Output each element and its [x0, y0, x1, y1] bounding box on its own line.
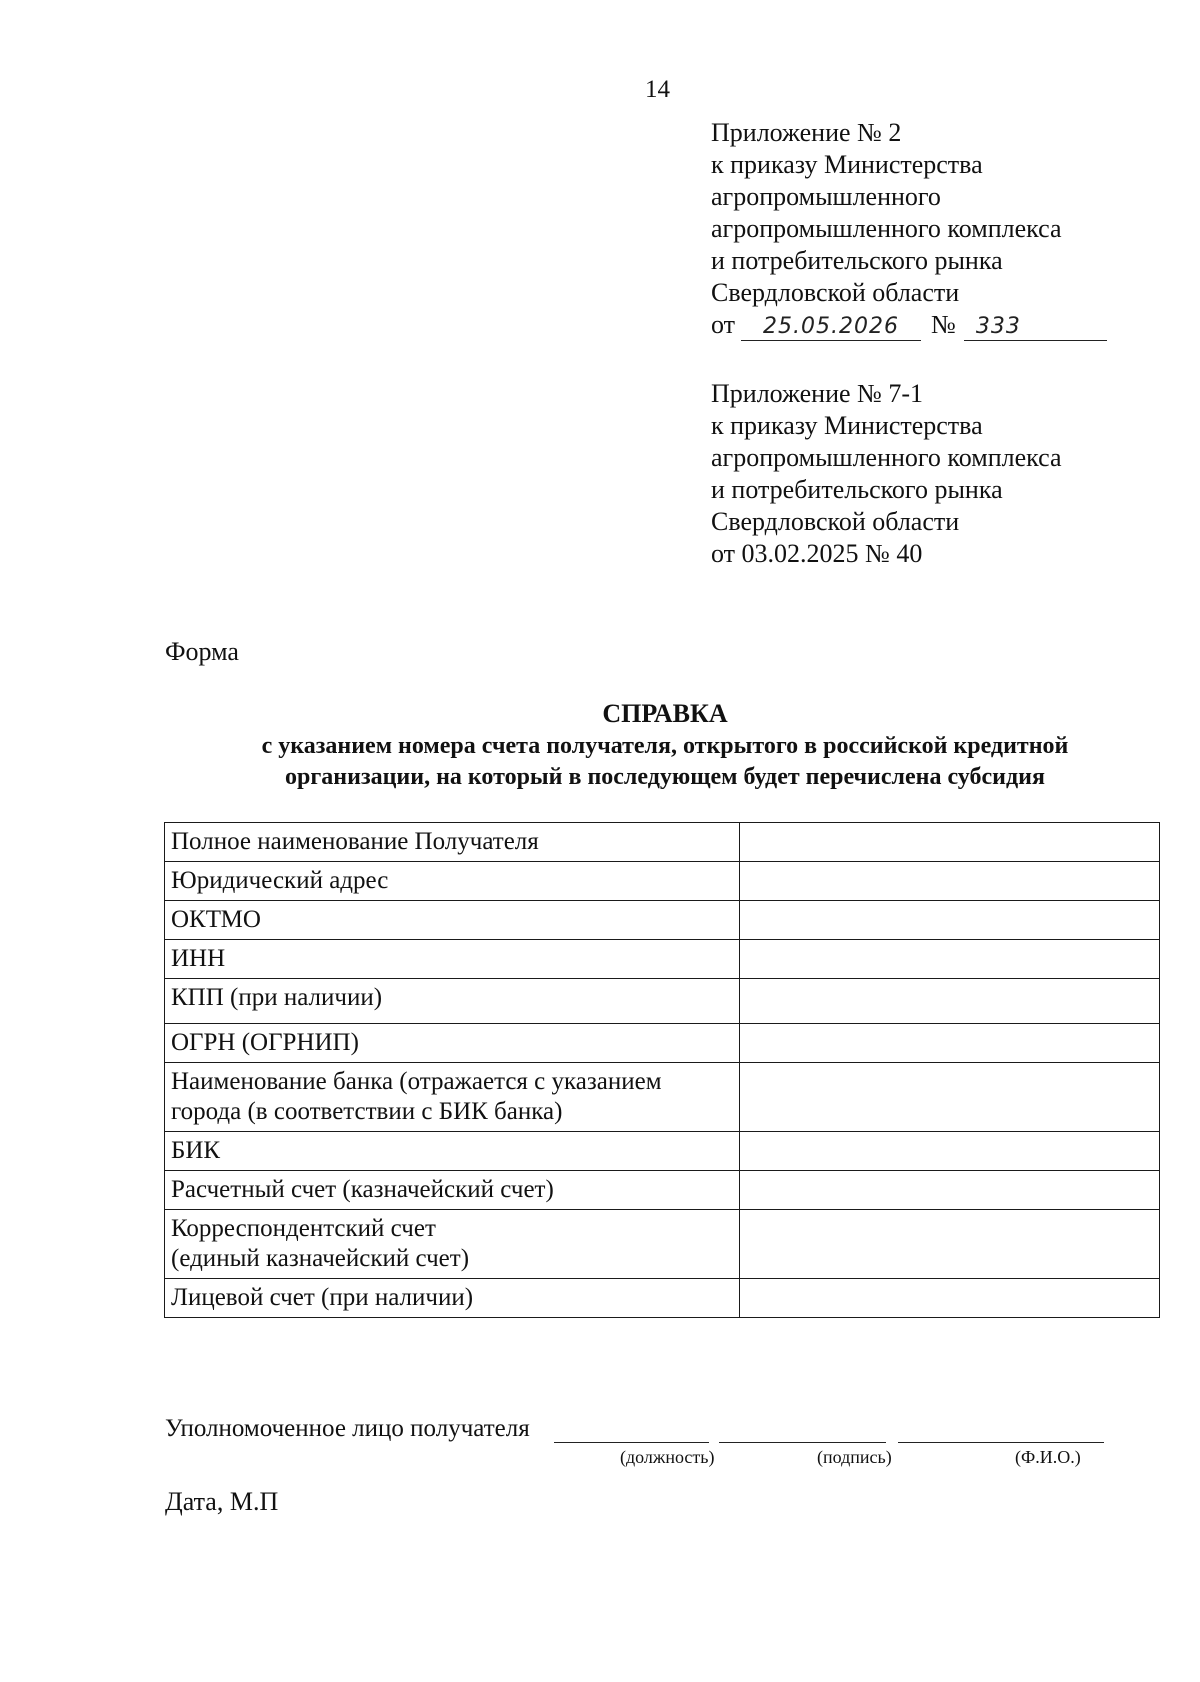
- signature-captions: [165, 1443, 1165, 1469]
- title-subtitle-line: организации, на который в последующем будет перечислена субсидия: [285, 764, 1045, 790]
- row-label-text: КПП (при наличии): [171, 984, 383, 1011]
- row-label: [165, 823, 740, 862]
- name-line[interactable]: [898, 1412, 1104, 1443]
- row-value-cell[interactable]: [740, 901, 1160, 940]
- document-title: [165, 697, 1165, 793]
- row-value-cell[interactable]: [740, 1279, 1160, 1318]
- handwritten-number: 333: [964, 314, 1107, 341]
- row-label-text: ОКТМО: [171, 906, 261, 933]
- row-value-cell[interactable]: [740, 1171, 1160, 1210]
- appendix-line: Приложение № 7-1: [711, 379, 924, 408]
- table-row: [165, 1132, 1160, 1171]
- appendix-referenced-header: [711, 378, 1062, 570]
- row-value-cell[interactable]: [740, 1024, 1160, 1063]
- appendix-line: агропромышленного комплекса: [711, 443, 1062, 472]
- row-label-text: Лицевой счет (при наличии): [171, 1284, 474, 1311]
- row-label: [165, 1132, 740, 1171]
- appendix-date-line: [711, 309, 1107, 341]
- title-main: СПРАВКА: [602, 699, 728, 728]
- row-label-text: Расчетный счет (казначейский счет): [171, 1176, 554, 1203]
- row-label-text: ИНН: [171, 945, 226, 972]
- signature-line[interactable]: [719, 1412, 886, 1443]
- table-row: [165, 1024, 1160, 1063]
- row-label: [165, 901, 740, 940]
- appendix-line: от 03.02.2025 № 40: [711, 539, 923, 568]
- date-stamp-label: Дата, М.П: [165, 1487, 279, 1516]
- row-label-text: Наименование банка (отражается с указанием: [171, 1068, 662, 1095]
- row-label: [165, 1279, 740, 1318]
- row-label: [165, 1210, 740, 1279]
- row-label: [165, 940, 740, 979]
- row-value-cell[interactable]: [740, 1210, 1160, 1279]
- table-row: [165, 940, 1160, 979]
- table-row: [165, 979, 1160, 1024]
- row-label-text: Корреспондентский счет: [171, 1215, 436, 1242]
- appendix-line: к приказу Министерства: [711, 411, 983, 440]
- row-value-cell[interactable]: [740, 979, 1160, 1024]
- appendix-line: агропромышленного комплекса: [711, 214, 1062, 243]
- caption-position: (должность): [620, 1447, 715, 1467]
- row-label-text: БИК: [171, 1137, 221, 1164]
- row-value-cell[interactable]: [740, 1063, 1160, 1132]
- row-label: [165, 979, 740, 1024]
- appendix-line: агропромышленного: [711, 182, 941, 211]
- appendix-line: Свердловской области: [711, 507, 960, 536]
- row-value-cell[interactable]: [740, 1132, 1160, 1171]
- table-row: [165, 901, 1160, 940]
- row-label-text: Полное наименование Получателя: [171, 828, 539, 855]
- appendix-line: Приложение № 2: [711, 118, 902, 147]
- signature-label: Уполномоченное лицо получателя: [165, 1415, 530, 1442]
- table-row: [165, 1210, 1160, 1279]
- row-label: [165, 1063, 740, 1132]
- row-label: [165, 862, 740, 901]
- appendix-line: к приказу Министерства: [711, 150, 983, 179]
- title-subtitle-line: с указанием номера счета получателя, открытого в российской кредитной: [261, 733, 1069, 759]
- signature-row: [165, 1412, 1165, 1443]
- row-value-cell[interactable]: [740, 940, 1160, 979]
- caption-name: (Ф.И.О.): [1015, 1447, 1081, 1467]
- number-sign: №: [931, 310, 956, 339]
- appendix-line: и потребительского рынка: [711, 475, 1003, 504]
- page-number: 14: [645, 76, 670, 103]
- from-prefix: от: [711, 310, 736, 339]
- caption-signature: (подпись): [817, 1447, 892, 1467]
- table-row: [165, 1279, 1160, 1318]
- table-row: [165, 1171, 1160, 1210]
- row-label-text: города (в соответствии с БИК банка): [171, 1098, 563, 1125]
- row-label: [165, 1024, 740, 1063]
- row-label-text: Юридический адрес: [171, 867, 389, 894]
- signature-block: [165, 1412, 1165, 1517]
- row-label: [165, 1171, 740, 1210]
- appendix-line: Свердловской области: [711, 278, 960, 307]
- row-value-cell[interactable]: [740, 823, 1160, 862]
- recipient-details-table: [164, 822, 1160, 1318]
- row-label-text: ОГРН (ОГРНИП): [171, 1029, 359, 1056]
- table-row: [165, 862, 1160, 901]
- row-value-cell[interactable]: [740, 862, 1160, 901]
- row-label-text: (единый казначейский счет): [171, 1245, 470, 1272]
- form-label: Форма: [165, 637, 239, 666]
- appendix-current-header: [711, 117, 1107, 341]
- appendix-line: и потребительского рынка: [711, 246, 1003, 275]
- table-row: [165, 823, 1160, 862]
- position-line[interactable]: [554, 1412, 709, 1443]
- table-row: [165, 1063, 1160, 1132]
- handwritten-date: 25.05.2026: [741, 314, 921, 341]
